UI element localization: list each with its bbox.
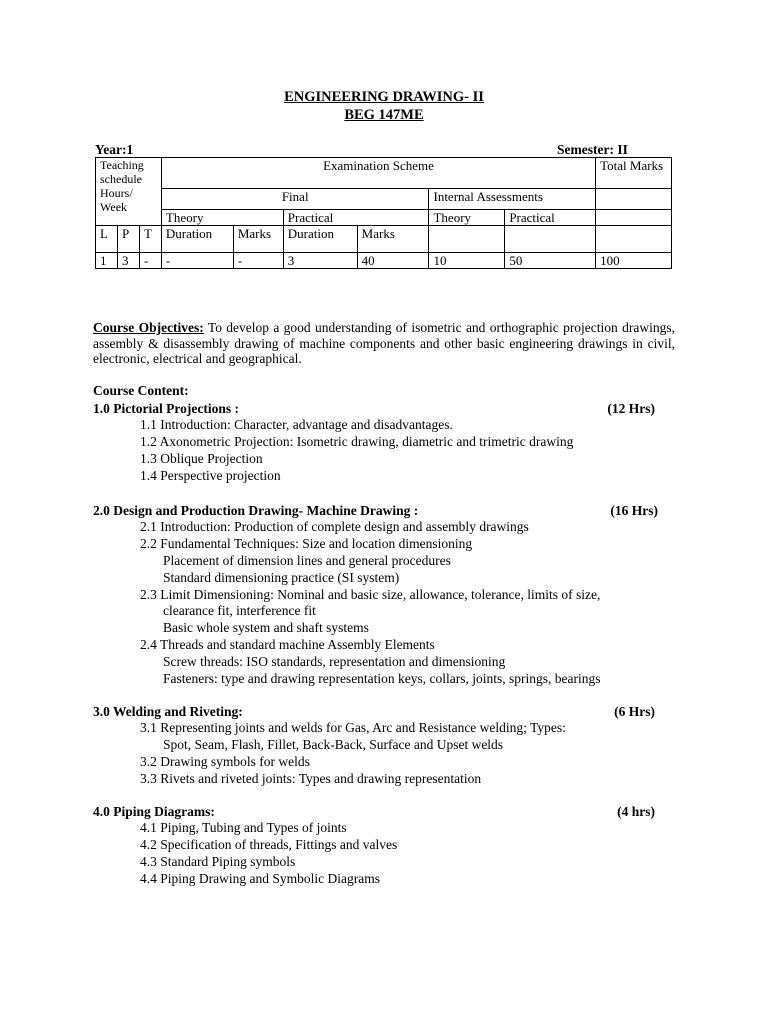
table-cell: 1 xyxy=(96,253,118,269)
theory-duration-header: Duration xyxy=(161,226,233,253)
course-title: ENGINEERING DRAWING- II xyxy=(284,89,484,105)
theory-header: Theory xyxy=(161,210,283,226)
course-objectives xyxy=(93,320,675,367)
teaching-schedule-header: Teaching schedule Hours/ Week xyxy=(96,158,162,226)
total-marks-header: Total Marks xyxy=(596,158,672,189)
list-item: Placement of dimension lines and general procedures xyxy=(163,553,451,568)
table-row xyxy=(96,158,672,189)
table-cell xyxy=(596,189,672,210)
practical-duration-header: Duration xyxy=(283,226,357,253)
course-code: BEG 147ME xyxy=(344,107,424,123)
section-title: 4.0 Piping Diagrams: xyxy=(93,804,215,819)
list-item: Fasteners: type and drawing representation keys, collars, joints, springs, bearings xyxy=(163,671,601,686)
tutorial-header: T xyxy=(139,226,161,253)
table-cell: 100 xyxy=(596,253,672,269)
list-item: clearance fit, interference fit xyxy=(163,603,316,618)
table-cell: - xyxy=(161,253,233,269)
internal-practical-header: Practical xyxy=(505,210,596,226)
section-heading xyxy=(93,703,665,720)
table-cell: - xyxy=(139,253,161,269)
section-title: 2.0 Design and Production Drawing- Machine Drawing : xyxy=(93,503,419,518)
table-cell: 3 xyxy=(117,253,139,269)
table-cell: 40 xyxy=(357,253,429,269)
lecture-header: L xyxy=(96,226,118,253)
table-cell: 50 xyxy=(505,253,596,269)
list-item: 3.2 Drawing symbols for welds xyxy=(140,754,310,769)
objectives-text: To develop a good understanding of isometric and orthographic projection drawings, assembly & disassembly drawing of machine components and other basic engineering drawings in civil, electronic, electrical and geographical. xyxy=(93,320,675,366)
list-item: 3.1 Representing joints and welds for Gas, Arc and Resistance welding; Types: xyxy=(140,720,566,735)
table-cell xyxy=(429,226,505,253)
table-cell: 3 xyxy=(283,253,357,269)
table-row xyxy=(96,189,672,210)
table-row xyxy=(96,210,672,226)
list-item: 4.1 Piping, Tubing and Types of joints xyxy=(140,820,347,835)
list-item: 2.4 Threads and standard machine Assembly Elements xyxy=(140,637,435,652)
examination-scheme-table xyxy=(95,157,672,269)
list-item: 1.2 Axonometric Projection: Isometric drawing, diametric and trimetric drawing xyxy=(140,434,574,449)
section-title: 3.0 Welding and Riveting: xyxy=(93,704,243,719)
objectives-label: Course Objectives: xyxy=(93,320,204,335)
list-item: 1.3 Oblique Projection xyxy=(140,451,263,466)
course-content-label: Course Content: xyxy=(93,383,189,398)
section-hours: (4 hrs) xyxy=(617,804,655,819)
list-item: 3.3 Rivets and riveted joints: Types and drawing representation xyxy=(140,771,482,786)
final-header: Final xyxy=(161,189,429,210)
practical-header: Practical xyxy=(283,210,429,226)
year-label: Year:1 xyxy=(95,142,134,157)
examination-scheme-header: Examination Scheme xyxy=(161,158,595,189)
table-cell: - xyxy=(233,253,283,269)
list-item: Standard dimensioning practice (SI system) xyxy=(163,570,400,585)
table-cell xyxy=(596,226,672,253)
list-item: 4.2 Specification of threads, Fittings and valves xyxy=(140,837,398,852)
list-item: Spot, Seam, Flash, Fillet, Back-Back, Surface and Upset welds xyxy=(163,737,504,752)
list-item: 1.4 Perspective projection xyxy=(140,468,281,483)
list-item: 2.1 Introduction: Production of complete design and assembly drawings xyxy=(140,519,529,534)
section-heading xyxy=(93,803,665,820)
practical-marks-header: Marks xyxy=(357,226,429,253)
theory-marks-header: Marks xyxy=(233,226,283,253)
list-item: Screw threads: ISO standards, representation and dimensioning xyxy=(163,654,506,669)
table-cell xyxy=(596,210,672,226)
section-hours: (6 Hrs) xyxy=(614,704,655,719)
section-hours: (16 Hrs) xyxy=(610,503,658,518)
internal-theory-header: Theory xyxy=(429,210,505,226)
section-hours: (12 Hrs) xyxy=(607,401,655,416)
list-item: 4.4 Piping Drawing and Symbolic Diagrams xyxy=(140,871,380,886)
list-item: 2.2 Fundamental Techniques: Size and location dimensioning xyxy=(140,536,473,551)
practical-hours-header: P xyxy=(117,226,139,253)
table-row xyxy=(96,226,672,253)
table-cell xyxy=(505,226,596,253)
list-item: Basic whole system and shaft systems xyxy=(163,620,369,635)
list-item: 2.3 Limit Dimensioning: Nominal and basic size, allowance, tolerance, limits of size, xyxy=(140,587,601,602)
internal-assessments-header: Internal Assessments xyxy=(429,189,596,210)
section-heading xyxy=(93,502,665,519)
section-title: 1.0 Pictorial Projections : xyxy=(93,401,239,416)
section-heading xyxy=(93,400,665,417)
list-item: 4.3 Standard Piping symbols xyxy=(140,854,296,869)
table-row xyxy=(96,253,672,269)
semester-label: Semester: II xyxy=(557,142,628,157)
table-cell: 10 xyxy=(429,253,505,269)
list-item: 1.1 Introduction: Character, advantage and disadvantages. xyxy=(140,417,453,432)
